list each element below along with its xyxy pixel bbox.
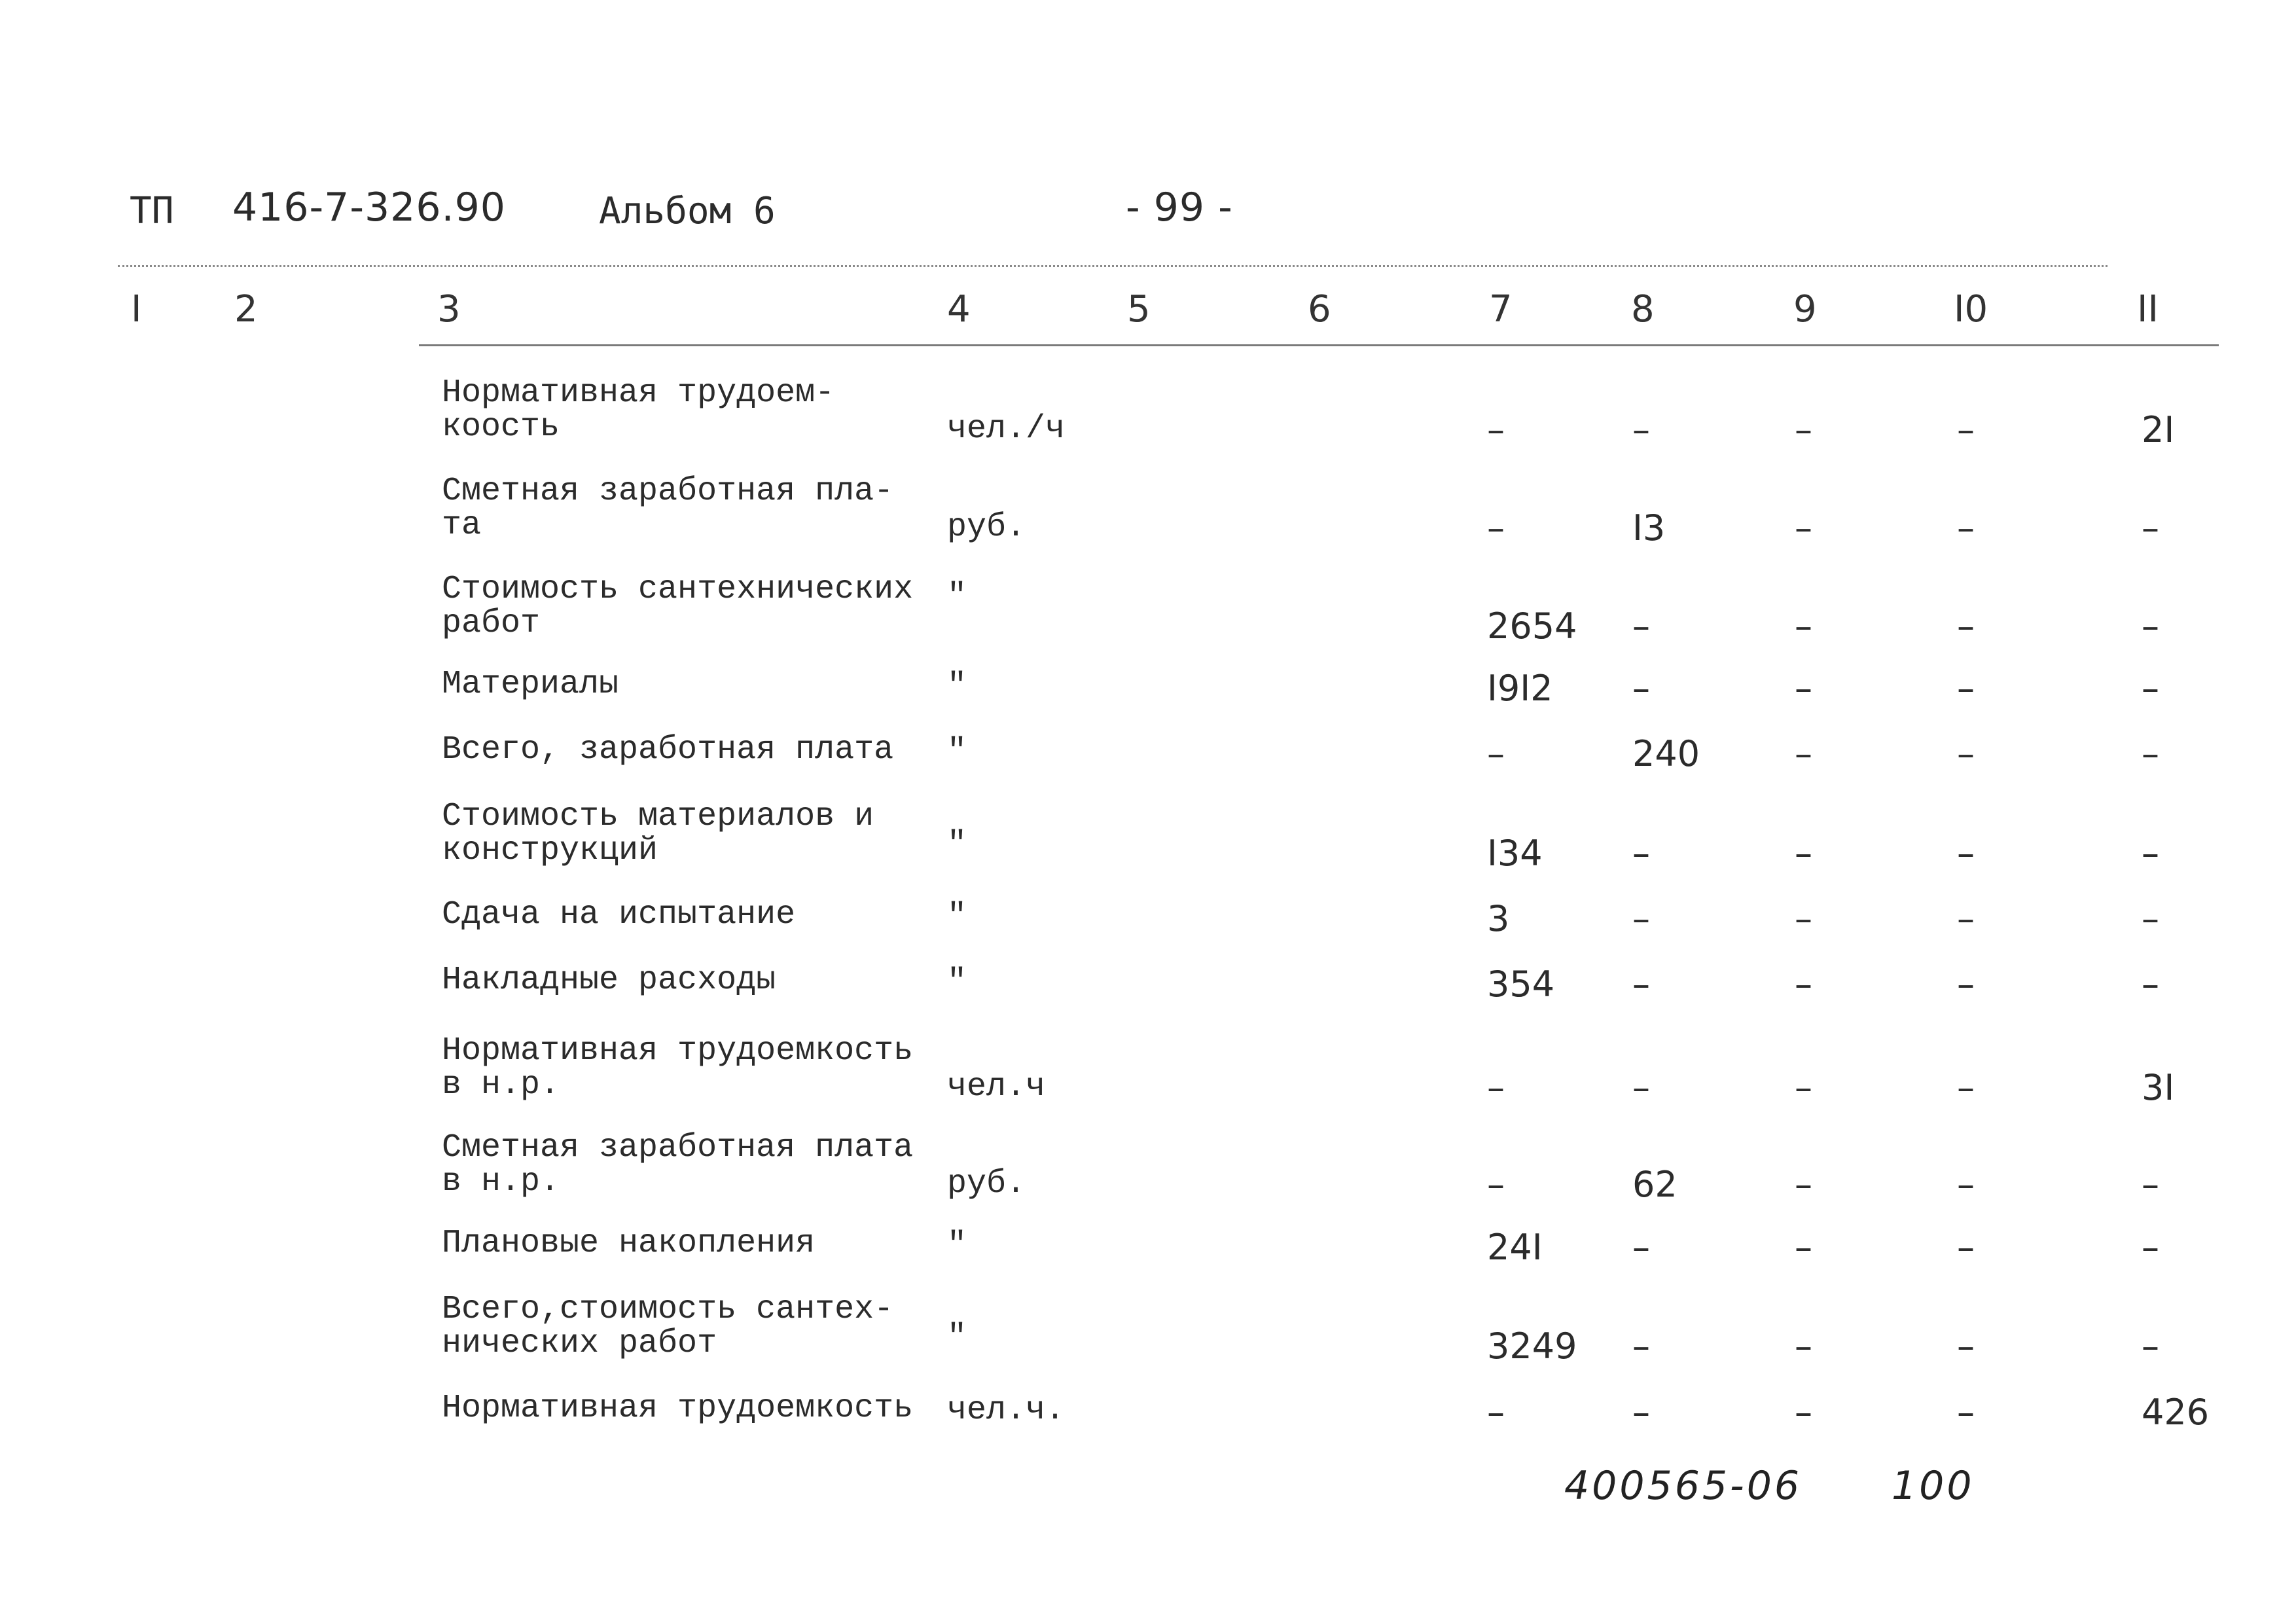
cell-col11: – (2142, 668, 2159, 709)
cell-col8: – (1632, 668, 1650, 709)
header-rule (118, 265, 2108, 267)
column-number-2: 2 (234, 288, 258, 331)
cell-col8: – (1632, 1227, 1650, 1268)
column-number-7: 7 (1489, 288, 1513, 331)
row-description: Нормативная трудоем- коость (442, 374, 835, 446)
row-unit: " (947, 898, 967, 935)
row-description: Нормативная трудоемкость (442, 1390, 914, 1427)
row-description: Материалы (442, 666, 619, 703)
row-unit: " (947, 733, 967, 770)
cell-col9: – (1795, 964, 1812, 1005)
document-number: 400565-06 (1564, 1463, 1803, 1509)
row-unit: чел./ч (947, 410, 1066, 448)
column-number-8: 8 (1631, 288, 1655, 331)
row-description: Всего,стоимость сантех- нических работ (442, 1291, 894, 1362)
page-number: - 99 - (1126, 185, 1233, 230)
cell-col7: – (1487, 507, 1505, 549)
doc-prefix: ТП (130, 190, 174, 232)
row-unit: руб. (947, 509, 1026, 546)
cell-col7: 2654 (1487, 605, 1577, 647)
cell-col10: – (1957, 898, 1975, 939)
cell-col7: 3249 (1487, 1326, 1577, 1367)
cell-col10: – (1957, 668, 1975, 709)
row-description: Накладные расходы (442, 962, 776, 999)
cell-col8: 62 (1632, 1164, 1677, 1205)
cell-col7: – (1487, 1164, 1505, 1205)
cell-col7: 24I (1487, 1227, 1543, 1268)
cell-col11: – (2142, 833, 2159, 874)
cell-col8: – (1632, 1326, 1650, 1367)
cell-col10: – (1957, 1067, 1975, 1108)
row-description: Сдача на испытание (442, 896, 796, 933)
column-header-rule (419, 344, 2219, 346)
cell-col9: – (1795, 668, 1812, 709)
row-description: Сметная заработная пла- та (442, 473, 894, 544)
cell-col8: – (1632, 833, 1650, 874)
doc-code: 416-7-326.90 (232, 185, 506, 230)
cell-col9: – (1795, 733, 1812, 774)
row-description: Сметная заработная плата в н.р. (442, 1129, 914, 1200)
row-description: Всего, заработная плата (442, 731, 894, 768)
cell-col9: – (1795, 409, 1812, 450)
cell-col11: – (2142, 1326, 2159, 1367)
row-unit: " (947, 578, 967, 615)
cell-col10: – (1957, 1326, 1975, 1367)
row-description: Нормативная трудоемкость в н.р. (442, 1032, 914, 1104)
cell-col10: – (1957, 605, 1975, 647)
row-unit: чел.ч (947, 1068, 1046, 1106)
row-unit: " (947, 826, 967, 863)
cell-col9: – (1795, 1227, 1812, 1268)
cell-col9: – (1795, 1392, 1812, 1433)
column-number-9: 9 (1793, 288, 1817, 331)
cell-col7: – (1487, 1392, 1505, 1433)
cell-col11: 426 (2142, 1392, 2210, 1433)
column-number-4: 4 (947, 288, 971, 331)
column-number-5: 5 (1127, 288, 1151, 331)
cell-col10: – (1957, 964, 1975, 1005)
column-number-11: II (2137, 288, 2159, 331)
cell-col9: – (1795, 1067, 1812, 1108)
row-unit: " (947, 1319, 967, 1356)
cell-col9: – (1795, 1326, 1812, 1367)
cell-col8: – (1632, 605, 1650, 647)
cell-col7: – (1487, 409, 1505, 450)
column-number-1: I (131, 288, 142, 331)
row-description: Стоимость материалов и конструкций (442, 798, 874, 869)
cell-col7: – (1487, 1067, 1505, 1108)
cell-col10: – (1957, 409, 1975, 450)
cell-col9: – (1795, 833, 1812, 874)
cell-col8: I3 (1632, 507, 1666, 549)
row-description: Плановые накопления (442, 1225, 816, 1262)
cell-col11: – (2142, 733, 2159, 774)
cell-col7: I34 (1487, 833, 1543, 874)
row-unit: " (947, 668, 967, 705)
cell-col8: – (1632, 898, 1650, 939)
cell-col7: 3 (1487, 898, 1510, 939)
cell-col9: – (1795, 507, 1812, 549)
column-number-6: 6 (1308, 288, 1331, 331)
cell-col11: – (2142, 898, 2159, 939)
cell-col11: 3I (2142, 1067, 2175, 1108)
column-number-10: I0 (1954, 288, 1988, 331)
cell-col10: – (1957, 1392, 1975, 1433)
row-unit: чел.ч. (947, 1392, 1066, 1429)
cell-col8: 240 (1632, 733, 1700, 774)
row-unit: руб. (947, 1165, 1026, 1202)
cell-col8: – (1632, 409, 1650, 450)
cell-col11: – (2142, 964, 2159, 1005)
cell-col7: 354 (1487, 964, 1555, 1005)
cell-col11: – (2142, 1227, 2159, 1268)
row-description: Стоимость сантехнических работ (442, 571, 914, 642)
cell-col8: – (1632, 1067, 1650, 1108)
cell-col8: – (1632, 964, 1650, 1005)
sheet-number: 100 (1892, 1463, 1975, 1509)
cell-col11: – (2142, 605, 2159, 647)
cell-col9: – (1795, 605, 1812, 647)
cell-col7: – (1487, 733, 1505, 774)
cell-col9: – (1795, 898, 1812, 939)
cell-col10: – (1957, 733, 1975, 774)
cell-col11: – (2142, 1164, 2159, 1205)
cell-col11: 2I (2142, 409, 2175, 450)
row-unit: " (947, 1227, 967, 1264)
row-unit: " (947, 964, 967, 1001)
cell-col10: – (1957, 1227, 1975, 1268)
cell-col10: – (1957, 833, 1975, 874)
cell-col8: – (1632, 1392, 1650, 1433)
cell-col7: I9I2 (1487, 668, 1553, 709)
cell-col9: – (1795, 1164, 1812, 1205)
album-label: Альбом 6 (599, 190, 776, 232)
cell-col10: – (1957, 1164, 1975, 1205)
column-number-3: 3 (437, 288, 461, 331)
cell-col11: – (2142, 507, 2159, 549)
cell-col10: – (1957, 507, 1975, 549)
